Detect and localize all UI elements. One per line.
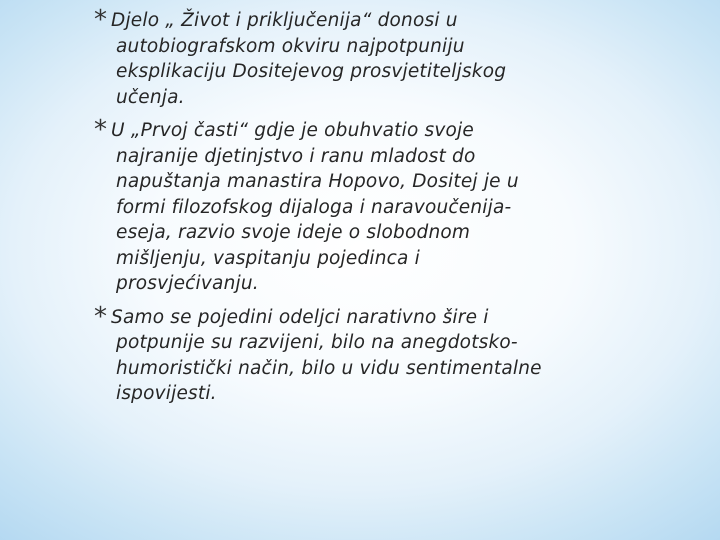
- bullet-text-line: Samo se pojedini odeljci narativno šire i: [111, 306, 489, 328]
- bullet-text-line: U „Prvoj časti“ gdje je obuhvatio svoje: [111, 120, 474, 141]
- bullet-text-line: humoristički način, bilo u vidu sentimentalne: [116, 357, 542, 379]
- bullet-text-line: eseja, razvio svoje ideje o slobodnom: [116, 222, 471, 243]
- bullet-item-2: [92, 115, 592, 297]
- bullet-text-line: prosvjećivanju.: [116, 273, 259, 294]
- bullet-text-line: najranije djetinjstvo i ranu mladost do: [116, 145, 476, 167]
- bullet-text-line: eksplikaciju Dositejevog prosvjetiteljskog: [116, 61, 507, 82]
- bullet-icon: *: [94, 301, 108, 332]
- bullet-icon: *: [94, 5, 108, 35]
- bullet-icon: *: [94, 115, 108, 145]
- bullet-text-line: potpunije su razvijeni, bilo na anegdotsko-: [116, 332, 518, 353]
- bullet-text-line: formi filozofskog dijaloga i naravoučenija-: [116, 196, 512, 218]
- bullet-text-line: ispovijesti.: [116, 383, 217, 404]
- bullet-item-1: [92, 5, 592, 110]
- bullet-text-line: napuštanja manastira Hopovo, Dositej je u: [116, 171, 519, 192]
- bullet-text-line: autobiografskom okviru najpotpuniju: [116, 35, 465, 57]
- bullet-text-line: učenja.: [116, 86, 185, 108]
- bullet-list: [92, 5, 592, 415]
- bullet-item-3: [92, 301, 592, 407]
- bullet-text-line: Djelo „ Život i priključenija“ donosi u: [111, 10, 458, 31]
- bullet-text-line: mišljenju, vaspitanju pojedinca i: [116, 247, 421, 269]
